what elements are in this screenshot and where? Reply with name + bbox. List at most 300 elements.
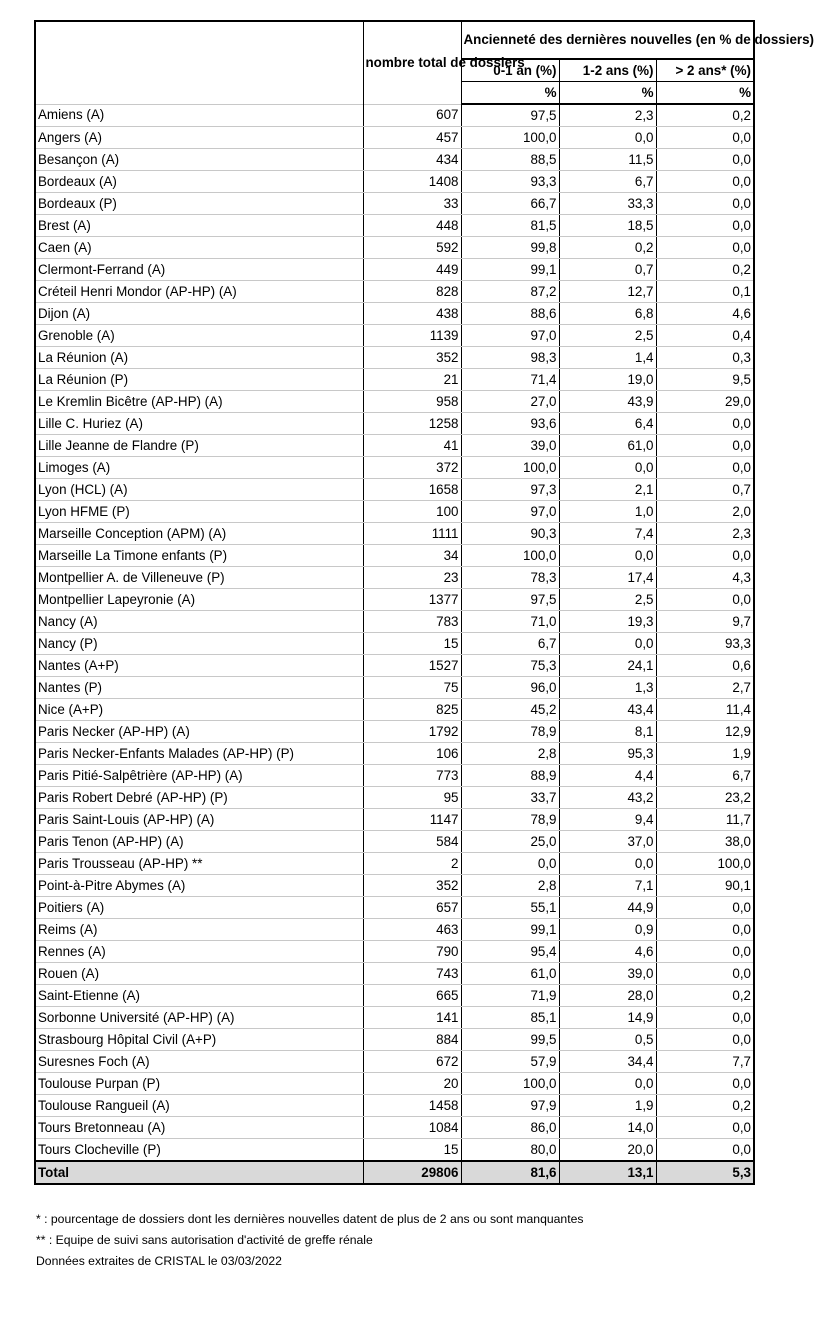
total-dossiers-cell: 33 xyxy=(363,193,461,215)
pct-1-2-ans-cell: 2,5 xyxy=(559,589,656,611)
table-row xyxy=(35,435,754,457)
pct-plus-2-ans-cell: 0,4 xyxy=(656,325,754,347)
total-dossiers-cell: 463 xyxy=(363,919,461,941)
total-dossiers-cell: 672 xyxy=(363,1051,461,1073)
pct-plus-2-ans-cell: 0,0 xyxy=(656,1139,754,1162)
pct-1-2-ans-cell: 7,4 xyxy=(559,523,656,545)
center-name-cell: Tours Bretonneau (A) xyxy=(35,1117,363,1139)
table-row xyxy=(35,1095,754,1117)
pct-1-2-ans-cell: 39,0 xyxy=(559,963,656,985)
pct-1-2-ans-cell: 4,4 xyxy=(559,765,656,787)
pct-1-2-ans-cell: 20,0 xyxy=(559,1139,656,1162)
total-dossiers-cell: 95 xyxy=(363,787,461,809)
pct-plus-2-ans-cell: 2,7 xyxy=(656,677,754,699)
center-name-cell: Strasbourg Hôpital Civil (A+P) xyxy=(35,1029,363,1051)
center-name-cell: Toulouse Rangueil (A) xyxy=(35,1095,363,1117)
header-col-plus-2-ans: > 2 ans* (%) xyxy=(656,59,754,82)
pct-0-1-an-cell: 75,3 xyxy=(461,655,559,677)
center-name-cell: La Réunion (P) xyxy=(35,369,363,391)
total-row xyxy=(35,1161,754,1184)
pct-plus-2-ans-cell: 0,2 xyxy=(656,104,754,127)
table-row xyxy=(35,787,754,809)
table-row xyxy=(35,743,754,765)
table-row xyxy=(35,369,754,391)
pct-plus-2-ans-cell: 0,0 xyxy=(656,941,754,963)
pct-plus-2-ans-cell: 0,0 xyxy=(656,1117,754,1139)
pct-plus-2-ans-cell: 100,0 xyxy=(656,853,754,875)
table-row xyxy=(35,479,754,501)
pct-1-2-ans-cell: 8,1 xyxy=(559,721,656,743)
center-name-cell: Brest (A) xyxy=(35,215,363,237)
table-row xyxy=(35,325,754,347)
total-dossiers-cell: 75 xyxy=(363,677,461,699)
center-name-cell: Lille Jeanne de Flandre (P) xyxy=(35,435,363,457)
pct-1-2-ans-cell: 1,0 xyxy=(559,501,656,523)
pct-1-2-ans-cell: 0,0 xyxy=(559,853,656,875)
pct-0-1-an-cell: 100,0 xyxy=(461,1073,559,1095)
table-row xyxy=(35,963,754,985)
table-row xyxy=(35,941,754,963)
center-name-cell: Paris Robert Debré (AP-HP) (P) xyxy=(35,787,363,809)
pct-1-2-ans-cell: 6,7 xyxy=(559,171,656,193)
pct-1-2-ans-cell: 11,5 xyxy=(559,149,656,171)
pct-1-2-ans-cell: 2,5 xyxy=(559,325,656,347)
total-dossiers-cell: 1139 xyxy=(363,325,461,347)
pct-plus-2-ans-cell: 38,0 xyxy=(656,831,754,853)
table-row xyxy=(35,391,754,413)
footnotes xyxy=(36,1209,583,1272)
pct-0-1-an-cell: 97,3 xyxy=(461,479,559,501)
center-name-cell: Tours Clocheville (P) xyxy=(35,1139,363,1162)
pct-1-2-ans-cell: 14,9 xyxy=(559,1007,656,1029)
center-name-cell: Dijon (A) xyxy=(35,303,363,325)
total-dossiers-cell: 100 xyxy=(363,501,461,523)
pct-1-2-ans-cell: 1,4 xyxy=(559,347,656,369)
center-name-cell: Paris Saint-Louis (AP-HP) (A) xyxy=(35,809,363,831)
table-row xyxy=(35,1051,754,1073)
pct-0-1-an-cell: 57,9 xyxy=(461,1051,559,1073)
center-name-cell: Saint-Etienne (A) xyxy=(35,985,363,1007)
center-name-cell: Paris Necker (AP-HP) (A) xyxy=(35,721,363,743)
total-dossiers-cell: 1458 xyxy=(363,1095,461,1117)
pct-plus-2-ans-cell: 1,9 xyxy=(656,743,754,765)
pct-plus-2-ans-cell: 0,7 xyxy=(656,479,754,501)
total-dossiers-cell: 790 xyxy=(363,941,461,963)
pct-1-2-ans-cell: 1,3 xyxy=(559,677,656,699)
pct-0-1-an-cell: 71,0 xyxy=(461,611,559,633)
total-dossiers-cell: 449 xyxy=(363,259,461,281)
pct-0-1-an-cell: 99,8 xyxy=(461,237,559,259)
unit-percent: % xyxy=(559,82,656,105)
pct-plus-2-ans-cell: 0,0 xyxy=(656,1029,754,1051)
table-row xyxy=(35,655,754,677)
table-row xyxy=(35,699,754,721)
table-row xyxy=(35,677,754,699)
pct-plus-2-ans-cell: 2,0 xyxy=(656,501,754,523)
pct-plus-2-ans-cell: 11,4 xyxy=(656,699,754,721)
data-source-note: Données extraites de CRISTAL le 03/03/2022 xyxy=(36,1254,282,1268)
pct-0-1-an-cell: 78,9 xyxy=(461,721,559,743)
total-dossiers-cell: 773 xyxy=(363,765,461,787)
total-dossiers-cell: 457 xyxy=(363,127,461,149)
table-row xyxy=(35,149,754,171)
table-row xyxy=(35,215,754,237)
pct-0-1-an-cell: 99,1 xyxy=(461,919,559,941)
total-pct-plus-2-ans-cell: 5,3 xyxy=(656,1161,754,1184)
pct-0-1-an-cell: 97,0 xyxy=(461,325,559,347)
pct-plus-2-ans-cell: 0,0 xyxy=(656,897,754,919)
pct-0-1-an-cell: 61,0 xyxy=(461,963,559,985)
table-row xyxy=(35,853,754,875)
table-row xyxy=(35,633,754,655)
pct-1-2-ans-cell: 0,7 xyxy=(559,259,656,281)
pct-0-1-an-cell: 0,0 xyxy=(461,853,559,875)
center-name-cell: Nice (A+P) xyxy=(35,699,363,721)
pct-1-2-ans-cell: 6,8 xyxy=(559,303,656,325)
center-name-cell: Marseille Conception (APM) (A) xyxy=(35,523,363,545)
pct-1-2-ans-cell: 18,5 xyxy=(559,215,656,237)
pct-plus-2-ans-cell: 7,7 xyxy=(656,1051,754,1073)
pct-1-2-ans-cell: 0,2 xyxy=(559,237,656,259)
header-col-1-2-ans: 1-2 ans (%) xyxy=(559,59,656,82)
center-name-cell: Nantes (A+P) xyxy=(35,655,363,677)
pct-plus-2-ans-cell: 0,1 xyxy=(656,281,754,303)
total-dossiers-cell: 657 xyxy=(363,897,461,919)
pct-plus-2-ans-cell: 4,6 xyxy=(656,303,754,325)
table-body xyxy=(35,104,754,1184)
table-row xyxy=(35,104,754,127)
center-name-cell: Clermont-Ferrand (A) xyxy=(35,259,363,281)
total-dossiers-cell: 1527 xyxy=(363,655,461,677)
total-dossiers-cell: 825 xyxy=(363,699,461,721)
total-dossiers-cell: 1408 xyxy=(363,171,461,193)
center-name-cell: Caen (A) xyxy=(35,237,363,259)
pct-0-1-an-cell: 81,5 xyxy=(461,215,559,237)
pct-plus-2-ans-cell: 6,7 xyxy=(656,765,754,787)
pct-0-1-an-cell: 98,3 xyxy=(461,347,559,369)
center-name-cell: Rennes (A) xyxy=(35,941,363,963)
center-name-cell: Lyon (HCL) (A) xyxy=(35,479,363,501)
total-dossiers-cell: 34 xyxy=(363,545,461,567)
table-row xyxy=(35,611,754,633)
total-dossiers-cell: 958 xyxy=(363,391,461,413)
header-col-0-1-an: 0-1 an (%) xyxy=(461,59,559,82)
pct-1-2-ans-cell: 0,9 xyxy=(559,919,656,941)
table-row xyxy=(35,171,754,193)
pct-plus-2-ans-cell: 0,0 xyxy=(656,589,754,611)
pct-1-2-ans-cell: 34,4 xyxy=(559,1051,656,1073)
pct-plus-2-ans-cell: 0,0 xyxy=(656,215,754,237)
total-dossiers-cell: 372 xyxy=(363,457,461,479)
table-row xyxy=(35,1117,754,1139)
pct-0-1-an-cell: 97,5 xyxy=(461,589,559,611)
table-row xyxy=(35,523,754,545)
pct-1-2-ans-cell: 0,0 xyxy=(559,1073,656,1095)
pct-plus-2-ans-cell: 0,0 xyxy=(656,435,754,457)
pct-plus-2-ans-cell: 11,7 xyxy=(656,809,754,831)
total-dossiers-cell: 434 xyxy=(363,149,461,171)
table-row xyxy=(35,545,754,567)
table-row xyxy=(35,193,754,215)
pct-0-1-an-cell: 100,0 xyxy=(461,457,559,479)
pct-0-1-an-cell: 86,0 xyxy=(461,1117,559,1139)
pct-plus-2-ans-cell: 0,0 xyxy=(656,963,754,985)
data-table xyxy=(34,20,814,1185)
table-row xyxy=(35,1073,754,1095)
center-name-cell: Sorbonne Université (AP-HP) (A) xyxy=(35,1007,363,1029)
pct-plus-2-ans-cell: 0,6 xyxy=(656,655,754,677)
pct-0-1-an-cell: 78,9 xyxy=(461,809,559,831)
center-name-cell: Créteil Henri Mondor (AP-HP) (A) xyxy=(35,281,363,303)
pct-1-2-ans-cell: 9,4 xyxy=(559,809,656,831)
center-name-cell: Toulouse Purpan (P) xyxy=(35,1073,363,1095)
pct-1-2-ans-cell: 4,6 xyxy=(559,941,656,963)
pct-1-2-ans-cell: 37,0 xyxy=(559,831,656,853)
table-row xyxy=(35,501,754,523)
total-dossiers-cell: 141 xyxy=(363,1007,461,1029)
pct-0-1-an-cell: 45,2 xyxy=(461,699,559,721)
pct-0-1-an-cell: 88,5 xyxy=(461,149,559,171)
total-dossiers-cell: 448 xyxy=(363,215,461,237)
table-row xyxy=(35,237,754,259)
header-anciennete-group: Ancienneté des dernières nouvelles (en % de dossiers) xyxy=(461,21,754,59)
pct-plus-2-ans-cell: 9,5 xyxy=(656,369,754,391)
pct-plus-2-ans-cell: 0,0 xyxy=(656,919,754,941)
unit-percent: % xyxy=(461,82,559,105)
pct-plus-2-ans-cell: 0,0 xyxy=(656,457,754,479)
table-row xyxy=(35,567,754,589)
center-name-cell: Nantes (P) xyxy=(35,677,363,699)
table-row xyxy=(35,831,754,853)
pct-1-2-ans-cell: 19,0 xyxy=(559,369,656,391)
center-name-cell: Paris Trousseau (AP-HP) ** xyxy=(35,853,363,875)
center-name-cell: Paris Tenon (AP-HP) (A) xyxy=(35,831,363,853)
pct-plus-2-ans-cell: 90,1 xyxy=(656,875,754,897)
table-row xyxy=(35,919,754,941)
table-row xyxy=(35,589,754,611)
table-row xyxy=(35,127,754,149)
total-dossiers-cell: 438 xyxy=(363,303,461,325)
pct-1-2-ans-cell: 61,0 xyxy=(559,435,656,457)
pct-plus-2-ans-cell: 0,0 xyxy=(656,413,754,435)
pct-1-2-ans-cell: 12,7 xyxy=(559,281,656,303)
total-dossiers-cell: 592 xyxy=(363,237,461,259)
pct-0-1-an-cell: 71,9 xyxy=(461,985,559,1007)
center-name-cell: La Réunion (A) xyxy=(35,347,363,369)
center-name-cell: Suresnes Foch (A) xyxy=(35,1051,363,1073)
total-dossiers-cell: 1084 xyxy=(363,1117,461,1139)
center-name-cell: Grenoble (A) xyxy=(35,325,363,347)
center-name-cell: Lyon HFME (P) xyxy=(35,501,363,523)
total-dossiers-cell: 23 xyxy=(363,567,461,589)
total-dossiers-cell: 2 xyxy=(363,853,461,875)
pct-0-1-an-cell: 93,3 xyxy=(461,171,559,193)
table-row xyxy=(35,1139,754,1162)
total-dossiers-cell: 352 xyxy=(363,875,461,897)
total-dossiers-cell: 352 xyxy=(363,347,461,369)
pct-0-1-an-cell: 2,8 xyxy=(461,875,559,897)
pct-0-1-an-cell: 71,4 xyxy=(461,369,559,391)
center-name-cell: Limoges (A) xyxy=(35,457,363,479)
total-dossiers-cell: 1258 xyxy=(363,413,461,435)
pct-1-2-ans-cell: 6,4 xyxy=(559,413,656,435)
table-row xyxy=(35,765,754,787)
center-name-cell: Bordeaux (A) xyxy=(35,171,363,193)
pct-0-1-an-cell: 88,6 xyxy=(461,303,559,325)
pct-plus-2-ans-cell: 23,2 xyxy=(656,787,754,809)
center-name-cell: Nancy (P) xyxy=(35,633,363,655)
pct-0-1-an-cell: 99,5 xyxy=(461,1029,559,1051)
pct-0-1-an-cell: 97,9 xyxy=(461,1095,559,1117)
pct-0-1-an-cell: 80,0 xyxy=(461,1139,559,1162)
total-dossiers-cell: 41 xyxy=(363,435,461,457)
total-dossiers-cell: 1792 xyxy=(363,721,461,743)
pct-0-1-an-cell: 100,0 xyxy=(461,545,559,567)
pct-plus-2-ans-cell: 0,0 xyxy=(656,237,754,259)
pct-0-1-an-cell: 97,5 xyxy=(461,104,559,127)
pct-0-1-an-cell: 87,2 xyxy=(461,281,559,303)
pct-1-2-ans-cell: 28,0 xyxy=(559,985,656,1007)
table-row xyxy=(35,259,754,281)
center-name-cell: Besançon (A) xyxy=(35,149,363,171)
pct-1-2-ans-cell: 43,9 xyxy=(559,391,656,413)
table-row xyxy=(35,457,754,479)
table-row xyxy=(35,1029,754,1051)
pct-1-2-ans-cell: 1,9 xyxy=(559,1095,656,1117)
pct-1-2-ans-cell: 43,2 xyxy=(559,787,656,809)
center-name-cell: Amiens (A) xyxy=(35,104,363,127)
pct-0-1-an-cell: 55,1 xyxy=(461,897,559,919)
pct-plus-2-ans-cell: 9,7 xyxy=(656,611,754,633)
center-name-cell: Reims (A) xyxy=(35,919,363,941)
pct-plus-2-ans-cell: 2,3 xyxy=(656,523,754,545)
pct-1-2-ans-cell: 19,3 xyxy=(559,611,656,633)
pct-0-1-an-cell: 66,7 xyxy=(461,193,559,215)
pct-plus-2-ans-cell: 29,0 xyxy=(656,391,754,413)
pct-1-2-ans-cell: 24,1 xyxy=(559,655,656,677)
pct-0-1-an-cell: 85,1 xyxy=(461,1007,559,1029)
total-dossiers-cell: 15 xyxy=(363,633,461,655)
table-row xyxy=(35,721,754,743)
center-name-cell: Le Kremlin Bicêtre (AP-HP) (A) xyxy=(35,391,363,413)
pct-1-2-ans-cell: 7,1 xyxy=(559,875,656,897)
pct-1-2-ans-cell: 95,3 xyxy=(559,743,656,765)
center-name-cell: Poitiers (A) xyxy=(35,897,363,919)
center-name-cell: Rouen (A) xyxy=(35,963,363,985)
total-center-name-cell: Total xyxy=(35,1161,363,1184)
pct-1-2-ans-cell: 2,1 xyxy=(559,479,656,501)
total-dossiers-cell: 743 xyxy=(363,963,461,985)
pct-plus-2-ans-cell: 0,3 xyxy=(656,347,754,369)
footnote-asterisk: * : pourcentage de dossiers dont les dernières nouvelles datent de plus de 2 ans ou sont manquantes xyxy=(36,1212,584,1226)
pct-plus-2-ans-cell: 0,0 xyxy=(656,1073,754,1095)
table-row xyxy=(35,1007,754,1029)
total-dossiers-cell: 1147 xyxy=(363,809,461,831)
pct-1-2-ans-cell: 17,4 xyxy=(559,567,656,589)
pct-0-1-an-cell: 100,0 xyxy=(461,127,559,149)
pct-1-2-ans-cell: 43,4 xyxy=(559,699,656,721)
total-dossiers-cell: 828 xyxy=(363,281,461,303)
pct-0-1-an-cell: 95,4 xyxy=(461,941,559,963)
header-total-dossiers: nombre total de dossiers xyxy=(363,21,461,104)
pct-plus-2-ans-cell: 0,0 xyxy=(656,171,754,193)
pct-plus-2-ans-cell: 12,9 xyxy=(656,721,754,743)
unit-percent: % xyxy=(656,82,754,105)
total-dossiers-cell: 665 xyxy=(363,985,461,1007)
pct-1-2-ans-cell: 33,3 xyxy=(559,193,656,215)
pct-0-1-an-cell: 25,0 xyxy=(461,831,559,853)
pct-1-2-ans-cell: 0,0 xyxy=(559,545,656,567)
table-row xyxy=(35,875,754,897)
pct-0-1-an-cell: 2,8 xyxy=(461,743,559,765)
center-name-cell: Paris Necker-Enfants Malades (AP-HP) (P) xyxy=(35,743,363,765)
center-name-cell: Point-à-Pitre Abymes (A) xyxy=(35,875,363,897)
total-dossiers-cell: 783 xyxy=(363,611,461,633)
total-pct-0-1-an-cell: 81,6 xyxy=(461,1161,559,1184)
pct-0-1-an-cell: 39,0 xyxy=(461,435,559,457)
center-name-cell: Paris Pitié-Salpêtrière (AP-HP) (A) xyxy=(35,765,363,787)
center-name-cell: Bordeaux (P) xyxy=(35,193,363,215)
total-dossiers-cell: 106 xyxy=(363,743,461,765)
footnote-double-asterisk: ** : Equipe de suivi sans autorisation d'activité de greffe rénale xyxy=(36,1233,373,1247)
pct-plus-2-ans-cell: 0,0 xyxy=(656,149,754,171)
table-row xyxy=(35,809,754,831)
pct-plus-2-ans-cell: 0,2 xyxy=(656,1095,754,1117)
pct-0-1-an-cell: 97,0 xyxy=(461,501,559,523)
total-dossiers-cell: 1377 xyxy=(363,589,461,611)
pct-0-1-an-cell: 78,3 xyxy=(461,567,559,589)
total-dossiers-cell: 607 xyxy=(363,104,461,127)
total-dossiers-cell: 884 xyxy=(363,1029,461,1051)
pct-0-1-an-cell: 90,3 xyxy=(461,523,559,545)
total-dossiers-cell: 1658 xyxy=(363,479,461,501)
center-name-cell: Angers (A) xyxy=(35,127,363,149)
pct-plus-2-ans-cell: 0,0 xyxy=(656,1007,754,1029)
center-name-cell: Montpellier A. de Villeneuve (P) xyxy=(35,567,363,589)
table-row xyxy=(35,347,754,369)
center-name-cell: Marseille La Timone enfants (P) xyxy=(35,545,363,567)
header-blank-cell xyxy=(35,21,363,104)
total-dossiers-cell: 20 xyxy=(363,1073,461,1095)
pct-1-2-ans-cell: 0,0 xyxy=(559,457,656,479)
center-name-cell: Montpellier Lapeyronie (A) xyxy=(35,589,363,611)
pct-0-1-an-cell: 6,7 xyxy=(461,633,559,655)
pct-0-1-an-cell: 96,0 xyxy=(461,677,559,699)
total-pct-1-2-ans-cell: 13,1 xyxy=(559,1161,656,1184)
pct-0-1-an-cell: 99,1 xyxy=(461,259,559,281)
pct-1-2-ans-cell: 14,0 xyxy=(559,1117,656,1139)
total-dossiers-cell: 21 xyxy=(363,369,461,391)
pct-plus-2-ans-cell: 0,0 xyxy=(656,545,754,567)
pct-0-1-an-cell: 93,6 xyxy=(461,413,559,435)
table-row xyxy=(35,413,754,435)
pct-0-1-an-cell: 27,0 xyxy=(461,391,559,413)
pct-1-2-ans-cell: 0,0 xyxy=(559,633,656,655)
table-row xyxy=(35,303,754,325)
total-dossiers-cell: 1111 xyxy=(363,523,461,545)
pct-plus-2-ans-cell: 93,3 xyxy=(656,633,754,655)
total-total-dossiers-cell: 29806 xyxy=(363,1161,461,1184)
pct-plus-2-ans-cell: 4,3 xyxy=(656,567,754,589)
pct-1-2-ans-cell: 0,0 xyxy=(559,127,656,149)
center-name-cell: Nancy (A) xyxy=(35,611,363,633)
total-dossiers-cell: 584 xyxy=(363,831,461,853)
center-name-cell: Lille C. Huriez (A) xyxy=(35,413,363,435)
pct-plus-2-ans-cell: 0,2 xyxy=(656,985,754,1007)
pct-1-2-ans-cell: 44,9 xyxy=(559,897,656,919)
pct-1-2-ans-cell: 2,3 xyxy=(559,104,656,127)
pct-plus-2-ans-cell: 0,2 xyxy=(656,259,754,281)
